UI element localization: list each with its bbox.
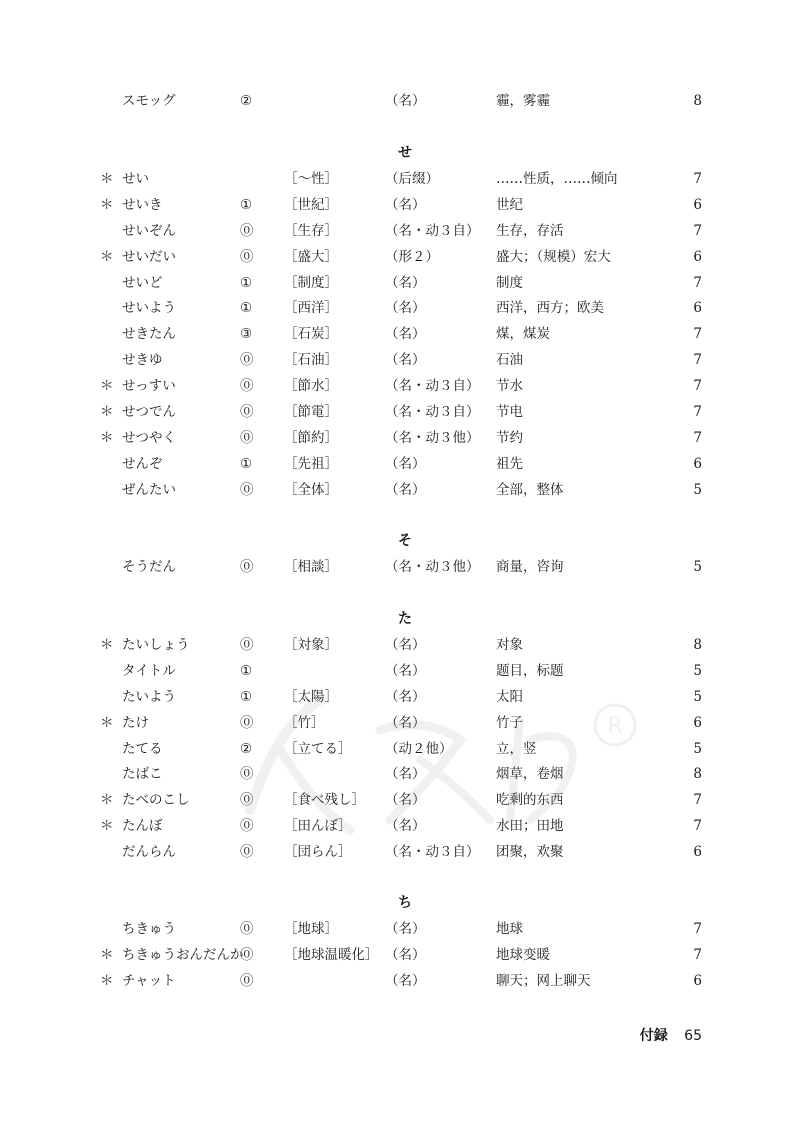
entry-lesson-number: 7 xyxy=(693,222,702,239)
entry-lesson-number: 5 xyxy=(693,662,702,679)
entry-star-mark: ＊ xyxy=(100,170,114,187)
entry-star-mark: ＊ xyxy=(100,972,114,989)
entry-meaning: 世纪 xyxy=(496,196,523,213)
entry-meaning: 聊天；网上聊天 xyxy=(496,972,591,989)
entry-kanji: ［節水］ xyxy=(284,378,338,395)
entry-lesson-number: 7 xyxy=(693,404,702,420)
entry-meaning: 商量，咨询 xyxy=(496,558,564,575)
entry-meaning: 石油 xyxy=(496,352,523,369)
entry-star-mark: ＊ xyxy=(100,818,114,835)
entry-accent: ① xyxy=(240,196,253,213)
entry-kana: せいだい xyxy=(122,248,176,265)
vocab-row xyxy=(0,479,800,501)
entry-accent: ⓪ xyxy=(240,378,254,395)
entry-accent: ① xyxy=(240,300,253,317)
entry-meaning: 地球变暖 xyxy=(496,946,550,963)
entry-part-of-speech: （名） xyxy=(385,481,426,498)
entry-part-of-speech: （名・动３自） xyxy=(385,844,480,861)
page-number: 65 xyxy=(684,1028,702,1044)
entry-kanji: ［地球］ xyxy=(284,920,338,937)
section-header: そ xyxy=(398,533,412,549)
entry-star-mark: ＊ xyxy=(100,636,114,653)
entry-kana: たべのこし xyxy=(122,792,190,809)
entry-part-of-speech: （动２他） xyxy=(385,740,453,757)
vocab-row xyxy=(0,194,800,216)
entry-meaning: 团聚，欢聚 xyxy=(496,844,564,861)
entry-kana: せいど xyxy=(122,274,163,291)
entry-lesson-number: 7 xyxy=(693,792,702,809)
entry-kana: せいき xyxy=(122,196,163,213)
vocab-row xyxy=(0,323,800,345)
entry-meaning: 对象 xyxy=(496,636,523,653)
entry-lesson-number: 7 xyxy=(693,429,702,446)
entry-meaning: 地球 xyxy=(496,920,523,937)
entry-kana: たいしょう xyxy=(122,636,190,653)
vocab-row xyxy=(0,841,800,863)
entry-accent: ① xyxy=(240,455,253,472)
entry-star-mark: ＊ xyxy=(100,792,114,809)
entry-kana: たてる xyxy=(122,740,163,757)
entry-kana: たんぼ xyxy=(122,818,163,835)
entry-kana: ちきゅうおんだんか xyxy=(122,946,244,963)
entry-kanji: ［地球温暖化］ xyxy=(284,946,379,963)
entry-lesson-number: 6 xyxy=(693,714,702,731)
entry-kanji: ［石油］ xyxy=(284,352,338,369)
entry-meaning: 烟草，卷烟 xyxy=(496,766,564,783)
vocab-row xyxy=(0,944,800,966)
entry-kana: せいよう xyxy=(122,300,176,317)
section-header: せ xyxy=(398,145,412,161)
entry-lesson-number: 6 xyxy=(693,972,702,989)
entry-part-of-speech: （名） xyxy=(385,93,426,109)
entry-meaning: 立，竖 xyxy=(496,740,537,757)
entry-part-of-speech: （名） xyxy=(385,818,426,835)
entry-lesson-number: 6 xyxy=(693,248,702,265)
watermark-logo xyxy=(210,690,650,840)
entry-kana: そうだん xyxy=(122,558,176,575)
entry-star-mark: ＊ xyxy=(100,714,114,731)
entry-meaning: 祖先 xyxy=(496,455,523,472)
entry-lesson-number: 7 xyxy=(693,920,702,937)
entry-accent: ⓪ xyxy=(240,946,254,963)
entry-part-of-speech: （名） xyxy=(385,274,426,291)
entry-kanji: ［竹］ xyxy=(284,714,325,731)
entry-lesson-number: 7 xyxy=(693,378,702,395)
entry-lesson-number: 6 xyxy=(693,196,702,213)
entry-kana: せっすい xyxy=(122,378,176,395)
entry-kanji: ［団らん］ xyxy=(284,844,352,861)
entry-kana: ちきゅう xyxy=(122,920,176,937)
entry-kanji: ［〜性］ xyxy=(284,170,338,187)
entry-lesson-number: 8 xyxy=(693,636,702,653)
entry-lesson-number: 5 xyxy=(693,688,702,705)
entry-part-of-speech: （名） xyxy=(385,636,426,653)
vocab-row xyxy=(0,634,800,656)
entry-accent: ⓪ xyxy=(240,766,254,783)
entry-meaning: 西洋，西方；欧美 xyxy=(496,300,604,317)
entry-accent: ① xyxy=(240,688,253,705)
entry-part-of-speech: （后缀） xyxy=(385,170,439,187)
section-header: ち xyxy=(398,895,412,911)
entry-accent: ① xyxy=(240,662,253,679)
entry-part-of-speech: （名） xyxy=(385,326,426,343)
entry-kana: たけ xyxy=(122,714,149,731)
entry-part-of-speech: （名） xyxy=(385,920,426,937)
entry-kanji: ［節約］ xyxy=(284,429,338,446)
entry-part-of-speech: （形２） xyxy=(385,248,439,265)
entry-part-of-speech: （名・动３他） xyxy=(385,429,480,446)
entry-kanji: ［太陽］ xyxy=(284,688,338,705)
vocab-row xyxy=(0,453,800,475)
entry-accent: ① xyxy=(240,274,253,291)
entry-lesson-number: 7 xyxy=(693,274,702,291)
entry-meaning: 节电 xyxy=(496,404,523,420)
entry-meaning: 节约 xyxy=(496,429,523,446)
entry-part-of-speech: （名・动３自） xyxy=(385,378,480,395)
footer-label: 付録 xyxy=(639,1028,668,1044)
entry-meaning: 太阳 xyxy=(496,688,523,705)
page-footer xyxy=(640,1026,702,1046)
entry-meaning: 节水 xyxy=(496,378,523,395)
entry-kanji: ［西洋］ xyxy=(284,300,338,317)
entry-lesson-number: 7 xyxy=(693,170,702,187)
entry-part-of-speech: （名） xyxy=(385,662,426,679)
entry-meaning: 煤，煤炭 xyxy=(496,326,550,343)
entry-lesson-number: 7 xyxy=(693,818,702,835)
entry-kanji: ［対象］ xyxy=(284,636,338,653)
entry-part-of-speech: （名・动３他） xyxy=(385,558,480,575)
entry-kanji: ［制度］ xyxy=(284,274,338,291)
entry-part-of-speech: （名） xyxy=(385,455,426,472)
entry-part-of-speech: （名） xyxy=(385,714,426,731)
entry-part-of-speech: （名） xyxy=(385,688,426,705)
entry-kanji: ［生存］ xyxy=(284,222,338,239)
entry-kana: タイトル xyxy=(122,662,176,679)
entry-kanji: ［世紀］ xyxy=(284,196,338,213)
entry-kana: せいぞん xyxy=(122,222,176,239)
entry-meaning: 制度 xyxy=(496,274,523,291)
entry-lesson-number: 7 xyxy=(693,326,702,343)
entry-part-of-speech: （名） xyxy=(385,196,426,213)
entry-accent: ⓪ xyxy=(240,792,254,809)
entry-part-of-speech: （名） xyxy=(385,792,426,809)
entry-lesson-number: 6 xyxy=(693,300,702,317)
vocab-row xyxy=(0,349,800,371)
entry-meaning: ……性质，……倾向 xyxy=(496,170,618,187)
vocab-row xyxy=(0,427,800,449)
entry-star-mark: ＊ xyxy=(100,248,114,265)
entry-meaning: 竹子 xyxy=(496,714,523,731)
svg-text:R: R xyxy=(607,714,623,739)
entry-part-of-speech: （名） xyxy=(385,972,426,989)
entry-star-mark: ＊ xyxy=(100,946,114,963)
entry-meaning: 吃剩的东西 xyxy=(496,792,564,809)
vocab-row xyxy=(0,297,800,319)
entry-lesson-number: 6 xyxy=(693,844,702,861)
entry-kanji: ［田んぼ］ xyxy=(284,818,352,835)
entry-kana: せんぞ xyxy=(122,455,163,472)
vocab-row xyxy=(0,375,800,397)
entry-kanji: ［盛大］ xyxy=(284,248,338,265)
vocab-row xyxy=(0,970,800,992)
entry-meaning: 全部，整体 xyxy=(496,481,564,498)
entry-accent: ⓪ xyxy=(240,636,254,653)
entry-part-of-speech: （名・动３自） xyxy=(385,222,480,239)
entry-meaning: 题目，标题 xyxy=(496,662,564,679)
entry-accent: ② xyxy=(240,740,253,757)
entry-star-mark: ＊ xyxy=(100,196,114,213)
vocab-row xyxy=(0,272,800,294)
entry-part-of-speech: （名） xyxy=(385,300,426,317)
entry-accent: ③ xyxy=(240,326,253,343)
vocab-row xyxy=(0,918,800,940)
entry-accent: ⓪ xyxy=(240,844,254,861)
entry-kana: チャット xyxy=(122,972,176,989)
entry-accent: ⓪ xyxy=(240,352,254,369)
entry-part-of-speech: （名・动３自） xyxy=(385,404,480,420)
entry-kanji: ［全体］ xyxy=(284,481,338,498)
entry-kana: せきたん xyxy=(122,326,176,343)
entry-kanji: ［食べ残し］ xyxy=(284,792,365,809)
entry-kana: たいよう xyxy=(122,688,176,705)
entry-accent: ⓪ xyxy=(240,222,254,239)
entry-kanji: ［先祖］ xyxy=(284,455,338,472)
entry-star-mark: ＊ xyxy=(100,378,114,395)
entry-lesson-number: 7 xyxy=(693,352,702,369)
vocab-row xyxy=(0,90,800,112)
entry-accent: ⓪ xyxy=(240,404,254,420)
entry-lesson-number: 7 xyxy=(693,946,702,963)
vocab-row xyxy=(0,168,800,190)
vocab-row xyxy=(0,401,800,423)
vocab-row xyxy=(0,246,800,268)
entry-kana: せつでん xyxy=(122,404,176,420)
entry-part-of-speech: （名） xyxy=(385,946,426,963)
entry-lesson-number: 5 xyxy=(693,558,702,575)
entry-meaning: 霾，雾霾 xyxy=(496,93,550,109)
entry-part-of-speech: （名） xyxy=(385,766,426,783)
entry-kana: たばこ xyxy=(122,766,163,783)
entry-kanji: ［石炭］ xyxy=(284,326,338,343)
entry-kanji: ［節電］ xyxy=(284,404,338,420)
entry-accent: ⓪ xyxy=(240,481,254,498)
entry-star-mark: ＊ xyxy=(100,429,114,446)
entry-accent: ⓪ xyxy=(240,558,254,575)
entry-accent: ⓪ xyxy=(240,714,254,731)
entry-kanji: ［相談］ xyxy=(284,558,338,575)
entry-lesson-number: 5 xyxy=(693,481,702,498)
entry-part-of-speech: （名） xyxy=(385,352,426,369)
entry-lesson-number: 8 xyxy=(693,766,702,783)
entry-kana: せきゆ xyxy=(122,352,163,369)
entry-kanji: ［立てる］ xyxy=(284,740,352,757)
entry-accent: ⓪ xyxy=(240,972,254,989)
entry-accent: ② xyxy=(240,93,253,109)
entry-kana: せい xyxy=(122,170,149,187)
entry-accent: ⓪ xyxy=(240,429,254,446)
entry-accent: ⓪ xyxy=(240,818,254,835)
entry-accent: ⓪ xyxy=(240,248,254,265)
entry-kana: スモッグ xyxy=(122,93,176,109)
vocab-row xyxy=(0,660,800,682)
vocab-row xyxy=(0,556,800,578)
entry-lesson-number: 8 xyxy=(693,93,702,109)
entry-meaning: 盛大；（规模）宏大 xyxy=(496,248,611,265)
entry-star-mark: ＊ xyxy=(100,404,114,420)
entry-lesson-number: 6 xyxy=(693,455,702,472)
entry-meaning: 生存，存活 xyxy=(496,222,564,239)
entry-kana: だんらん xyxy=(122,844,176,861)
entry-meaning: 水田；田地 xyxy=(496,818,564,835)
entry-kana: ぜんたい xyxy=(122,481,176,498)
section-header: た xyxy=(398,611,412,627)
entry-accent: ⓪ xyxy=(240,920,254,937)
entry-lesson-number: 5 xyxy=(693,740,702,757)
entry-kana: せつやく xyxy=(122,429,176,446)
vocab-row xyxy=(0,220,800,242)
